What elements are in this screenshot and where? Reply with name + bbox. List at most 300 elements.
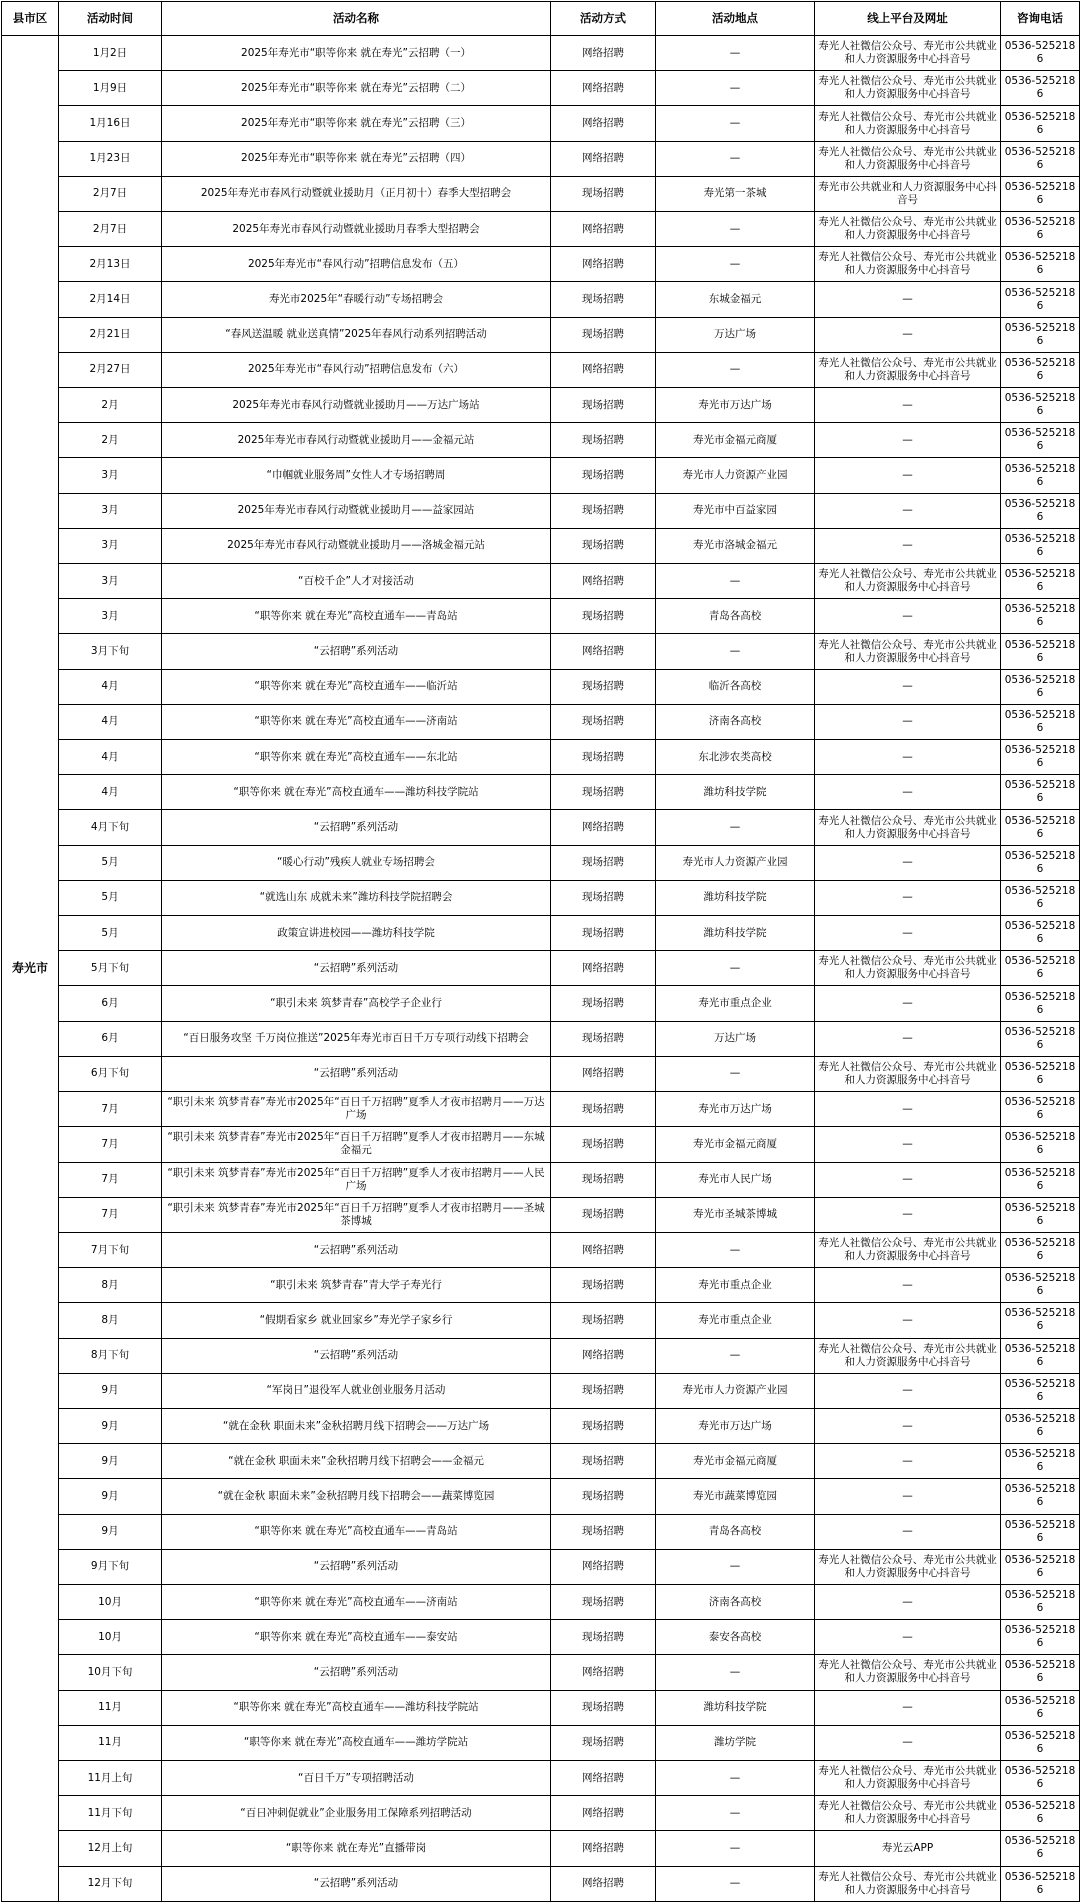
cell-platform: — — [815, 1197, 1001, 1232]
cell-platform: — — [815, 1620, 1001, 1655]
cell-method: 现场招聘 — [551, 704, 656, 739]
cell-platform: — — [815, 599, 1001, 634]
cell-phone: 0536-5252186 — [1001, 775, 1080, 810]
cell-name: “职等你来 就在寿光”高校直通车——潍坊科技学院站 — [162, 1690, 551, 1725]
table-body — [2, 36, 1080, 1902]
cell-time: 9月 — [59, 1514, 162, 1549]
table-row — [2, 1725, 1080, 1760]
cell-location: 潍坊科技学院 — [656, 916, 815, 951]
cell-method: 现场招聘 — [551, 317, 656, 352]
cell-name: 2025年寿光市“职等你来 就在寿光”云招聘（三） — [162, 106, 551, 141]
cell-location: — — [656, 810, 815, 845]
cell-method: 现场招聘 — [551, 1479, 656, 1514]
cell-name: “职等你来 就在寿光”高校直通车——济南站 — [162, 704, 551, 739]
cell-location: 青岛各高校 — [656, 1514, 815, 1549]
cell-platform: 寿光人社微信公众号、寿光市公共就业和人力资源服务中心抖音号 — [815, 634, 1001, 669]
cell-platform: 寿光人社微信公众号、寿光市公共就业和人力资源服务中心抖音号 — [815, 1549, 1001, 1584]
cell-method: 现场招聘 — [551, 1127, 656, 1162]
cell-phone: 0536-5252186 — [1001, 176, 1080, 211]
cell-name: “职引未来 筑梦青春”高校学子企业行 — [162, 986, 551, 1021]
table-row — [2, 775, 1080, 810]
table-row — [2, 71, 1080, 106]
cell-method: 现场招聘 — [551, 493, 656, 528]
cell-phone: 0536-5252186 — [1001, 1479, 1080, 1514]
table-row — [2, 317, 1080, 352]
cell-platform: 寿光人社微信公众号、寿光市公共就业和人力资源服务中心抖音号 — [815, 141, 1001, 176]
table-row — [2, 1021, 1080, 1056]
cell-name: “职引未来 筑梦青春”寿光市2025年“百日千万招聘”夏季人才夜市招聘月——东城金福元 — [162, 1127, 551, 1162]
cell-platform: 寿光云APP — [815, 1831, 1001, 1866]
table-row — [2, 1268, 1080, 1303]
table-row — [2, 1655, 1080, 1690]
cell-platform: 寿光人社微信公众号、寿光市公共就业和人力资源服务中心抖音号 — [815, 106, 1001, 141]
table-row — [2, 1092, 1080, 1127]
cell-location: — — [656, 1831, 815, 1866]
cell-name: “百日冲刺促就业”企业服务用工保障系列招聘活动 — [162, 1796, 551, 1831]
table-row — [2, 880, 1080, 915]
cell-name: “云招聘”系列活动 — [162, 1866, 551, 1901]
table-row — [2, 282, 1080, 317]
cell-time: 11月下旬 — [59, 1796, 162, 1831]
cell-method: 网络招聘 — [551, 1056, 656, 1091]
cell-time: 4月 — [59, 740, 162, 775]
cell-platform: 寿光人社微信公众号、寿光市公共就业和人力资源服务中心抖音号 — [815, 951, 1001, 986]
cell-platform: — — [815, 916, 1001, 951]
cell-location: 寿光市重点企业 — [656, 1268, 815, 1303]
cell-location: 万达广场 — [656, 317, 815, 352]
cell-method: 现场招聘 — [551, 1197, 656, 1232]
cell-phone: 0536-5252186 — [1001, 1620, 1080, 1655]
cell-time: 3月 — [59, 528, 162, 563]
cell-method: 现场招聘 — [551, 1444, 656, 1479]
cell-time: 3月 — [59, 458, 162, 493]
cell-time: 6月 — [59, 1021, 162, 1056]
cell-name: “职引未来 筑梦青春”寿光市2025年“百日千万招聘”夏季人才夜市招聘月——万达广场 — [162, 1092, 551, 1127]
cell-time: 3月下旬 — [59, 634, 162, 669]
table-row — [2, 423, 1080, 458]
cell-location: — — [656, 951, 815, 986]
cell-time: 10月下旬 — [59, 1655, 162, 1690]
cell-platform: 寿光人社微信公众号、寿光市公共就业和人力资源服务中心抖音号 — [815, 36, 1001, 71]
cell-name: “云招聘”系列活动 — [162, 1232, 551, 1267]
cell-name: “云招聘”系列活动 — [162, 1655, 551, 1690]
cell-method: 现场招聘 — [551, 1514, 656, 1549]
header-platform: 线上平台及网址 — [815, 2, 1001, 36]
cell-location: — — [656, 1796, 815, 1831]
table-row — [2, 704, 1080, 739]
cell-name: “就在金秋 职面未来”金秋招聘月线下招聘会——万达广场 — [162, 1408, 551, 1443]
cell-name: “职等你来 就在寿光”直播带岗 — [162, 1831, 551, 1866]
cell-platform: — — [815, 493, 1001, 528]
cell-phone: 0536-5252186 — [1001, 317, 1080, 352]
cell-time: 2月21日 — [59, 317, 162, 352]
table-row — [2, 669, 1080, 704]
cell-method: 现场招聘 — [551, 176, 656, 211]
cell-name: 2025年寿光市春风行动暨就业援助月——万达广场站 — [162, 388, 551, 423]
cell-location: 潍坊科技学院 — [656, 880, 815, 915]
cell-location: 寿光市人力资源产业园 — [656, 458, 815, 493]
cell-platform: — — [815, 880, 1001, 915]
cell-location: 寿光市万达广场 — [656, 388, 815, 423]
cell-time: 5月 — [59, 916, 162, 951]
table-row — [2, 1514, 1080, 1549]
cell-phone: 0536-5252186 — [1001, 141, 1080, 176]
table-row — [2, 1127, 1080, 1162]
cell-location: 东北涉农类高校 — [656, 740, 815, 775]
cell-name: 2025年寿光市“职等你来 就在寿光”云招聘（二） — [162, 71, 551, 106]
cell-name: 2025年寿光市“春风行动”招聘信息发布（五） — [162, 247, 551, 282]
cell-phone: 0536-5252186 — [1001, 1197, 1080, 1232]
cell-phone: 0536-5252186 — [1001, 212, 1080, 247]
cell-location: 寿光市人力资源产业园 — [656, 845, 815, 880]
cell-phone: 0536-5252186 — [1001, 352, 1080, 387]
cell-name: 2025年寿光市“春风行动”招聘信息发布（六） — [162, 352, 551, 387]
cell-platform: — — [815, 845, 1001, 880]
cell-time: 4月下旬 — [59, 810, 162, 845]
cell-name: “职引未来 筑梦青春”青大学子寿光行 — [162, 1268, 551, 1303]
cell-phone: 0536-5252186 — [1001, 106, 1080, 141]
cell-platform: — — [815, 423, 1001, 458]
cell-platform: — — [815, 388, 1001, 423]
cell-platform: 寿光人社微信公众号、寿光市公共就业和人力资源服务中心抖音号 — [815, 1338, 1001, 1373]
cell-method: 现场招聘 — [551, 1303, 656, 1338]
cell-method: 现场招聘 — [551, 1584, 656, 1619]
table-row — [2, 599, 1080, 634]
cell-time: 8月 — [59, 1303, 162, 1338]
cell-time: 7月 — [59, 1197, 162, 1232]
table-row — [2, 1162, 1080, 1197]
cell-method: 网络招聘 — [551, 352, 656, 387]
cell-name: “职等你来 就在寿光”高校直通车——潍坊科技学院站 — [162, 775, 551, 810]
cell-platform: — — [815, 986, 1001, 1021]
cell-location: 东城金福元 — [656, 282, 815, 317]
cell-time: 9月 — [59, 1408, 162, 1443]
cell-phone: 0536-5252186 — [1001, 669, 1080, 704]
cell-name: “云招聘”系列活动 — [162, 1549, 551, 1584]
cell-time: 1月23日 — [59, 141, 162, 176]
cell-phone: 0536-5252186 — [1001, 916, 1080, 951]
cell-location: — — [656, 1655, 815, 1690]
cell-platform: — — [815, 1725, 1001, 1760]
cell-method: 网络招聘 — [551, 1866, 656, 1901]
header-location: 活动地点 — [656, 2, 815, 36]
cell-method: 现场招聘 — [551, 599, 656, 634]
cell-name: “职等你来 就在寿光”高校直通车——青岛站 — [162, 1514, 551, 1549]
cell-time: 10月 — [59, 1584, 162, 1619]
cell-method: 现场招聘 — [551, 528, 656, 563]
cell-location: 寿光市中百益家园 — [656, 493, 815, 528]
cell-method: 网络招聘 — [551, 1338, 656, 1373]
cell-platform: — — [815, 775, 1001, 810]
table-row — [2, 1549, 1080, 1584]
cell-phone: 0536-5252186 — [1001, 1338, 1080, 1373]
cell-method: 网络招聘 — [551, 1796, 656, 1831]
cell-name: “职等你来 就在寿光”高校直通车——济南站 — [162, 1584, 551, 1619]
cell-location: 潍坊科技学院 — [656, 775, 815, 810]
cell-phone: 0536-5252186 — [1001, 1584, 1080, 1619]
cell-platform: — — [815, 317, 1001, 352]
cell-time: 12月下旬 — [59, 1866, 162, 1901]
table-row — [2, 1479, 1080, 1514]
cell-time: 12月上旬 — [59, 1831, 162, 1866]
cell-location: — — [656, 212, 815, 247]
cell-name: “百日千万”专项招聘活动 — [162, 1760, 551, 1795]
table-row — [2, 1796, 1080, 1831]
cell-location: 潍坊科技学院 — [656, 1690, 815, 1725]
table-row — [2, 845, 1080, 880]
cell-name: “云招聘”系列活动 — [162, 810, 551, 845]
cell-method: 网络招聘 — [551, 810, 656, 845]
cell-time: 2月 — [59, 388, 162, 423]
cell-time: 3月 — [59, 564, 162, 599]
cell-location: 寿光市万达广场 — [656, 1092, 815, 1127]
cell-location: 寿光市金福元商厦 — [656, 1127, 815, 1162]
activity-table — [1, 1, 1080, 1902]
cell-location: — — [656, 247, 815, 282]
cell-name: “职等你来 就在寿光”高校直通车——东北站 — [162, 740, 551, 775]
cell-phone: 0536-5252186 — [1001, 564, 1080, 599]
cell-phone: 0536-5252186 — [1001, 423, 1080, 458]
cell-phone: 0536-5252186 — [1001, 1162, 1080, 1197]
table-row — [2, 1760, 1080, 1795]
cell-name: “春风送温暖 就业送真情”2025年春风行动系列招聘活动 — [162, 317, 551, 352]
cell-method: 现场招聘 — [551, 1408, 656, 1443]
cell-time: 7月 — [59, 1162, 162, 1197]
cell-method: 网络招聘 — [551, 1549, 656, 1584]
cell-time: 7月 — [59, 1127, 162, 1162]
cell-platform: — — [815, 528, 1001, 563]
cell-phone: 0536-5252186 — [1001, 1514, 1080, 1549]
table-row — [2, 36, 1080, 71]
table-row — [2, 1373, 1080, 1408]
cell-platform: — — [815, 1303, 1001, 1338]
cell-time: 2月27日 — [59, 352, 162, 387]
table-row — [2, 1197, 1080, 1232]
cell-phone: 0536-5252186 — [1001, 1303, 1080, 1338]
table-row — [2, 810, 1080, 845]
cell-method: 现场招聘 — [551, 1620, 656, 1655]
cell-name: 2025年寿光市春风行动暨就业援助月——洛城金福元站 — [162, 528, 551, 563]
cell-time: 5月下旬 — [59, 951, 162, 986]
cell-platform: — — [815, 1444, 1001, 1479]
cell-method: 现场招聘 — [551, 1162, 656, 1197]
cell-location: 万达广场 — [656, 1021, 815, 1056]
cell-platform: — — [815, 1479, 1001, 1514]
cell-method: 现场招聘 — [551, 458, 656, 493]
cell-method: 现场招聘 — [551, 880, 656, 915]
cell-name: “职引未来 筑梦青春”寿光市2025年“百日千万招聘”夏季人才夜市招聘月——人民广场 — [162, 1162, 551, 1197]
cell-time: 9月 — [59, 1479, 162, 1514]
cell-platform: — — [815, 1690, 1001, 1725]
cell-platform: 寿光人社微信公众号、寿光市公共就业和人力资源服务中心抖音号 — [815, 212, 1001, 247]
table-row — [2, 1408, 1080, 1443]
cell-time: 7月 — [59, 1092, 162, 1127]
cell-name: 2025年寿光市“职等你来 就在寿光”云招聘（一） — [162, 36, 551, 71]
table-row — [2, 1620, 1080, 1655]
cell-method: 网络招聘 — [551, 106, 656, 141]
cell-method: 现场招聘 — [551, 775, 656, 810]
cell-method: 网络招聘 — [551, 1232, 656, 1267]
cell-phone: 0536-5252186 — [1001, 458, 1080, 493]
cell-method: 现场招聘 — [551, 282, 656, 317]
table-row — [2, 986, 1080, 1021]
cell-location: 寿光市重点企业 — [656, 986, 815, 1021]
cell-method: 现场招聘 — [551, 740, 656, 775]
cell-location: 寿光市蔬菜博览园 — [656, 1479, 815, 1514]
cell-time: 6月下旬 — [59, 1056, 162, 1091]
cell-phone: 0536-5252186 — [1001, 1690, 1080, 1725]
table-row — [2, 1690, 1080, 1725]
cell-platform: — — [815, 1127, 1001, 1162]
cell-name: 2025年寿光市春风行动暨就业援助月春季大型招聘会 — [162, 212, 551, 247]
cell-location: 临沂各高校 — [656, 669, 815, 704]
cell-phone: 0536-5252186 — [1001, 1444, 1080, 1479]
cell-name: “巾帼就业服务周”女性人才专场招聘周 — [162, 458, 551, 493]
cell-phone: 0536-5252186 — [1001, 1760, 1080, 1795]
cell-name: “暖心行动”残疾人就业专场招聘会 — [162, 845, 551, 880]
cell-time: 8月 — [59, 1268, 162, 1303]
cell-location: 寿光市重点企业 — [656, 1303, 815, 1338]
cell-name: “就在金秋 职面未来”金秋招聘月线下招聘会——蔬菜博览园 — [162, 1479, 551, 1514]
cell-time: 3月 — [59, 599, 162, 634]
cell-time: 3月 — [59, 493, 162, 528]
cell-location: 寿光第一茶城 — [656, 176, 815, 211]
cell-phone: 0536-5252186 — [1001, 1725, 1080, 1760]
cell-platform: — — [815, 740, 1001, 775]
cell-phone: 0536-5252186 — [1001, 71, 1080, 106]
cell-platform: 寿光人社微信公众号、寿光市公共就业和人力资源服务中心抖音号 — [815, 564, 1001, 599]
cell-location: 寿光市洛城金福元 — [656, 528, 815, 563]
cell-platform: — — [815, 1408, 1001, 1443]
cell-platform: 寿光人社微信公众号、寿光市公共就业和人力资源服务中心抖音号 — [815, 247, 1001, 282]
cell-method: 现场招聘 — [551, 423, 656, 458]
table-row — [2, 458, 1080, 493]
cell-name: “军岗日”退役军人就业创业服务月活动 — [162, 1373, 551, 1408]
cell-platform: 寿光人社微信公众号、寿光市公共就业和人力资源服务中心抖音号 — [815, 352, 1001, 387]
cell-phone: 0536-5252186 — [1001, 1866, 1080, 1901]
cell-time: 4月 — [59, 704, 162, 739]
cell-name: 2025年寿光市“职等你来 就在寿光”云招聘（四） — [162, 141, 551, 176]
cell-phone: 0536-5252186 — [1001, 599, 1080, 634]
cell-method: 网络招聘 — [551, 564, 656, 599]
cell-name: “百日服务攻坚 千万岗位推送”2025年寿光市百日千万专项行动线下招聘会 — [162, 1021, 551, 1056]
cell-location: 寿光市金福元商厦 — [656, 423, 815, 458]
cell-platform: — — [815, 1373, 1001, 1408]
cell-platform: 寿光人社微信公众号、寿光市公共就业和人力资源服务中心抖音号 — [815, 71, 1001, 106]
cell-method: 现场招聘 — [551, 1725, 656, 1760]
cell-name: “就在金秋 职面未来”金秋招聘月线下招聘会——金福元 — [162, 1444, 551, 1479]
header-time: 活动时间 — [59, 2, 162, 36]
cell-platform: — — [815, 458, 1001, 493]
cell-method: 网络招聘 — [551, 71, 656, 106]
cell-phone: 0536-5252186 — [1001, 1056, 1080, 1091]
cell-location: — — [656, 564, 815, 599]
cell-time: 6月 — [59, 986, 162, 1021]
cell-method: 现场招聘 — [551, 845, 656, 880]
cell-platform: — — [815, 1268, 1001, 1303]
table-row — [2, 1584, 1080, 1619]
cell-time: 11月 — [59, 1690, 162, 1725]
cell-phone: 0536-5252186 — [1001, 388, 1080, 423]
cell-time: 2月7日 — [59, 212, 162, 247]
cell-time: 2月14日 — [59, 282, 162, 317]
cell-platform: 寿光人社微信公众号、寿光市公共就业和人力资源服务中心抖音号 — [815, 810, 1001, 845]
cell-time: 8月下旬 — [59, 1338, 162, 1373]
cell-platform: — — [815, 704, 1001, 739]
cell-location: 寿光市万达广场 — [656, 1408, 815, 1443]
cell-name: 2025年寿光市春风行动暨就业援助月——益家园站 — [162, 493, 551, 528]
table-row — [2, 493, 1080, 528]
table-row — [2, 1338, 1080, 1373]
cell-location: — — [656, 1056, 815, 1091]
cell-name: “云招聘”系列活动 — [162, 1056, 551, 1091]
table-row — [2, 564, 1080, 599]
cell-location: 寿光市人民广场 — [656, 1162, 815, 1197]
cell-name: 2025年寿光市春风行动暨就业援助月——金福元站 — [162, 423, 551, 458]
cell-location: — — [656, 1866, 815, 1901]
table-row — [2, 916, 1080, 951]
cell-location: 寿光市人力资源产业园 — [656, 1373, 815, 1408]
cell-location: — — [656, 1232, 815, 1267]
cell-method: 现场招聘 — [551, 669, 656, 704]
cell-time: 9月 — [59, 1444, 162, 1479]
cell-location: 潍坊学院 — [656, 1725, 815, 1760]
table-row — [2, 176, 1080, 211]
cell-method: 现场招聘 — [551, 916, 656, 951]
cell-method: 现场招聘 — [551, 1021, 656, 1056]
cell-name: “职等你来 就在寿光”高校直通车——泰安站 — [162, 1620, 551, 1655]
cell-platform: — — [815, 282, 1001, 317]
cell-phone: 0536-5252186 — [1001, 1549, 1080, 1584]
table-row — [2, 141, 1080, 176]
cell-name: “职等你来 就在寿光”高校直通车——青岛站 — [162, 599, 551, 634]
cell-platform: — — [815, 1021, 1001, 1056]
cell-time: 5月 — [59, 845, 162, 880]
header-county: 县市区 — [2, 2, 59, 36]
cell-location: — — [656, 1760, 815, 1795]
cell-location: — — [656, 352, 815, 387]
cell-phone: 0536-5252186 — [1001, 493, 1080, 528]
cell-platform: 寿光人社微信公众号、寿光市公共就业和人力资源服务中心抖音号 — [815, 1056, 1001, 1091]
cell-time: 11月上旬 — [59, 1760, 162, 1795]
cell-county: 寿光市 — [2, 36, 59, 1902]
cell-phone: 0536-5252186 — [1001, 1831, 1080, 1866]
cell-phone: 0536-5252186 — [1001, 845, 1080, 880]
cell-phone: 0536-5252186 — [1001, 247, 1080, 282]
cell-time: 5月 — [59, 880, 162, 915]
cell-location: — — [656, 634, 815, 669]
cell-name: “假期看家乡 就业回家乡”寿光学子家乡行 — [162, 1303, 551, 1338]
cell-phone: 0536-5252186 — [1001, 36, 1080, 71]
table-row — [2, 1866, 1080, 1901]
cell-phone: 0536-5252186 — [1001, 951, 1080, 986]
cell-platform: 寿光人社微信公众号、寿光市公共就业和人力资源服务中心抖音号 — [815, 1232, 1001, 1267]
cell-phone: 0536-5252186 — [1001, 1408, 1080, 1443]
cell-name: “百校千企”人才对接活动 — [162, 564, 551, 599]
table-row — [2, 951, 1080, 986]
cell-platform: — — [815, 1514, 1001, 1549]
cell-location: 济南各高校 — [656, 704, 815, 739]
cell-phone: 0536-5252186 — [1001, 634, 1080, 669]
cell-phone: 0536-5252186 — [1001, 1021, 1080, 1056]
cell-phone: 0536-5252186 — [1001, 810, 1080, 845]
cell-phone: 0536-5252186 — [1001, 880, 1080, 915]
cell-method: 网络招聘 — [551, 1760, 656, 1795]
cell-location: 济南各高校 — [656, 1584, 815, 1619]
cell-phone: 0536-5252186 — [1001, 1655, 1080, 1690]
cell-name: 2025年寿光市春风行动暨就业援助月（正月初十）春季大型招聘会 — [162, 176, 551, 211]
cell-time: 2月13日 — [59, 247, 162, 282]
